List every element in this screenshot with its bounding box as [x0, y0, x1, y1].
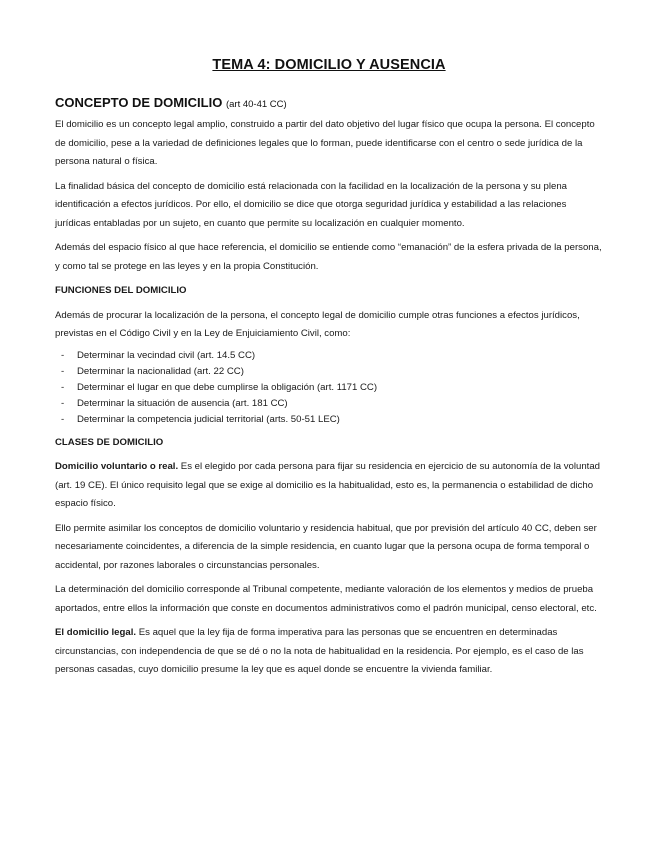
section-heading-funciones: FUNCIONES DEL DOMICILIO: [55, 285, 187, 296]
section-heading-concepto: [55, 95, 603, 110]
domicilio-voluntario-label: Domicilio voluntario o real.: [55, 461, 179, 472]
section-heading-concepto-text: CONCEPTO DE DOMICILIO: [55, 95, 223, 110]
section-heading-concepto-ref: (art 40-41 CC): [225, 99, 287, 110]
paragraph-domicilio-voluntario: [55, 458, 603, 514]
paragraph-concepto-3: Además del espacio físico al que hace referencia, el domicilio se entiende como “emanación” de la esfera privada de la persona, y como tal se protege en las leyes y en la propia Constitución.: [55, 242, 602, 272]
domicilio-voluntario-text: Es el elegido por cada persona para fijar su residencia en ejercicio de su autonomía de la voluntad (art. 19 CE). El único requisito legal que se exige al domicilio es la habitualidad, esto es, la permanencia o estabilidad de dicho espacio físico.: [55, 461, 600, 509]
section-heading-clases: CLASES DE DOMICILIO: [55, 436, 164, 448]
list-item: - Determinar la vecindad civil (art. 14.5 CC): [55, 348, 603, 364]
paragraph-determinacion: La determinación del domicilio corresponde al Tribunal competente, mediante valoración de los elementos y medios de prueba aportados, entre ellos la información que conste en documentos administrativos como el padrón municipal, censo electoral, etc.: [55, 584, 597, 614]
document-title: TEMA 4: DOMICILIO Y AUSENCIA: [212, 57, 446, 73]
list-item: - Determinar la competencia judicial territorial (arts. 50-51 LEC): [55, 412, 603, 428]
domicilio-legal-text: Es aquel que la ley fija de forma imperativa para las personas que se encuentren en determinadas circunstancias, con independencia de que se dé o no la nota de habitualidad en la residencia. Por ejemplo, es el caso de las personas casadas, cuyo domicilio presume la ley que es aquel donde se encuentre la vivienda familiar.: [55, 627, 584, 675]
funciones-list: [55, 348, 603, 428]
paragraph-domicilio-legal: [55, 624, 603, 680]
paragraph-funciones-intro: Además de procurar la localización de la persona, el concepto legal de domicilio cumple otras funciones a efectos jurídicos, previstas en el Código Civil y en la Ley de Enjuiciamiento Civil, como:: [55, 309, 580, 339]
domicilio-legal-label: El domicilio legal.: [55, 627, 137, 638]
list-item: - Determinar la situación de ausencia (art. 181 CC): [55, 396, 603, 412]
list-item: - Determinar el lugar en que debe cumplirse la obligación (art. 1171 CC): [55, 380, 603, 396]
paragraph-concepto-1: El domicilio es un concepto legal amplio, construido a partir del dato objetivo del lugar físico que ocupa la persona. El concepto de domicilio, pese a la variedad de definiciones legales que lo forman, puede identificarse con el centro o sede jurídica de la persona natural o física.: [55, 119, 595, 167]
paragraph-asimilar: Ello permite asimilar los conceptos de domicilio voluntario y residencia habitual, que por previsión del artículo 40 CC, deben ser necesariamente coincidentes, a diferencia de la simple residencia, en cuanto lugar que la persona ocupa de forma temporal o accidental, por razones laborales o circunstancias personales.: [55, 522, 597, 571]
list-item: - Determinar la nacionalidad (art. 22 CC): [55, 364, 603, 380]
paragraph-concepto-2: La finalidad básica del concepto de domicilio está relacionada con la facilidad en la localización de la persona y su plena identificación a efectos jurídicos. Por ello, el domicilio se dice que otorga seguridad jurídica y estabilidad a las relaciones jurídicas entabladas por un sujeto, en cuanto que permite su localización en cualquier momento.: [55, 180, 567, 229]
